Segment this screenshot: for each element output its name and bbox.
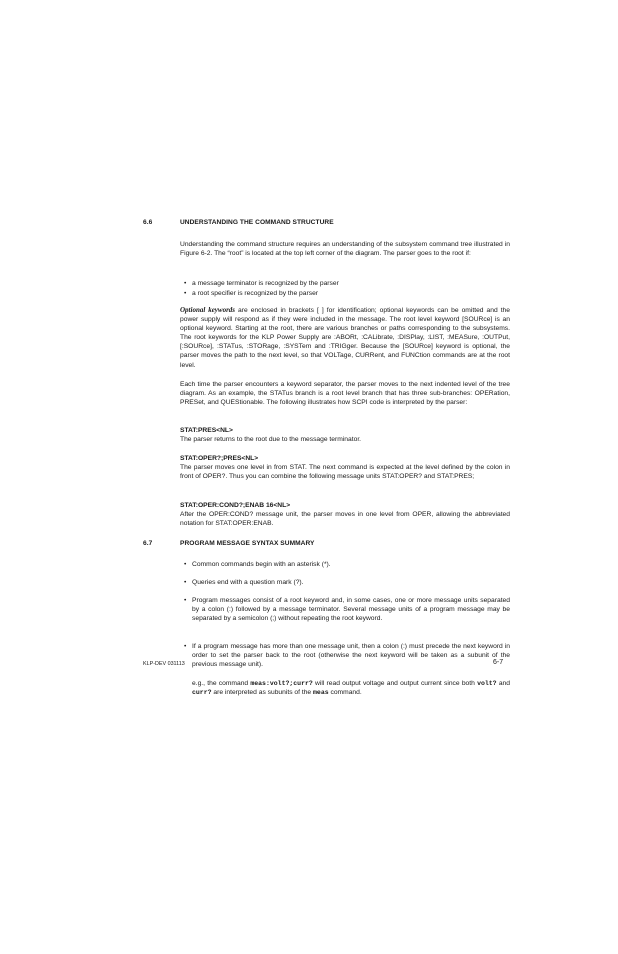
example-description: The parser returns to the root due to the message terminator. <box>180 436 362 443</box>
footer-document-id: KLP-DEV 031113 <box>143 661 185 667</box>
bullet-item <box>184 560 510 569</box>
bullet-glyph: • <box>184 561 187 568</box>
bullet-text: a root specifier is recognized by the parser <box>192 290 319 297</box>
bullet-item <box>184 578 510 587</box>
optional-keywords-paragraph <box>180 306 510 370</box>
bullet-text: Queries end with a question mark (?). <box>192 579 304 586</box>
footer-page-number: 6-7 <box>493 659 504 666</box>
bullet-glyph: • <box>184 597 187 604</box>
bullet-glyph: • <box>184 290 187 297</box>
eg-code: curr? <box>192 689 212 697</box>
optional-keywords-text: are enclosed in brackets [ ] for identification; optional keywords can be omitted and the power supply will respond as if they were included in the message. The root level keyword [SOURce] is an optional keyword. Starting at the root, there are various branches or paths corresponding to the subsystems. The root keywords for the KLP Power Supply are :ABORt, :CALibrate, :DISPlay, :LIST, :MEASure, :OUTPut, [:SOURce], :STATus, :STORage, :SYSTem and :TRIGger. Because the [SOURce] keyword is optional, the parser moves the path to the next level, so that VOLTage, CURRent, and FUNCtion commands are at the root level. <box>180 307 510 369</box>
bullet-item <box>184 289 510 298</box>
bullet-glyph: • <box>184 643 187 650</box>
section-title: PROGRAM MESSAGE SYNTAX SUMMARY <box>180 540 315 547</box>
section-number: 6.6 <box>143 219 153 226</box>
example-command: STAT:PRES<NL> <box>180 427 233 434</box>
bullet-text: Program messages consist of a root keyword and, in some cases, one or more message units separated by a colon (:) followed by a message terminator. Several message units of a program message may be separated by a semicolon (;) without repeating the root keyword. <box>192 597 510 623</box>
eg-code: meas <box>313 689 329 697</box>
eg-code: meas:volt?;curr? <box>250 680 313 687</box>
example-paragraph <box>192 679 510 697</box>
section-number: 6.7 <box>143 540 153 547</box>
bullet-item <box>184 642 510 669</box>
bullet-text: Common commands begin with an asterisk (*). <box>192 561 331 568</box>
section-title: UNDERSTANDING THE COMMAND STRUCTURE <box>180 219 334 226</box>
example-description: After the OPER:COND? message unit, the parser moves in one level from OPER, allowing the abbreviated notation for STAT:OPER:ENAB. <box>180 511 510 528</box>
bullet-glyph: • <box>184 280 187 287</box>
bullet-item <box>184 279 510 288</box>
bullet-item <box>184 596 510 623</box>
intro-paragraph: Understanding the command structure requires an understanding of the subsystem command tree illustrated in Figure 6-2. The “root” is located at the top left corner of the diagram. The parser goes to the root if: <box>180 241 510 258</box>
eg-text: will read output voltage and output current since both <box>312 680 478 687</box>
bullet-glyph: • <box>184 579 187 586</box>
example-command: STAT:OPER:COND?;ENAB 16<NL> <box>180 502 291 509</box>
eg-text: are interpreted as subunits of the <box>211 689 314 697</box>
eg-text: e.g., the command <box>192 680 251 687</box>
bullet-text: a message terminator is recognized by the parser <box>192 280 339 287</box>
separator-paragraph: Each time the parser encounters a keyword separator, the parser moves to the next indented level of the tree diagram. As an example, the STATus branch is a root level branch that has three sub-branches: OPERation, PRESet, and QUEStionable. The following illustrates how SCPI code is interpreted by the parser: <box>180 381 510 407</box>
eg-code: volt? <box>477 680 497 687</box>
example-description: The parser moves one level in from STAT. The next command is expected at the level defined by the colon in front of OPER?. Thus you can combine the following message units STAT:OPER? and STAT:PRES; <box>180 464 510 481</box>
example-command: STAT:OPER?;PRES<NL> <box>180 455 259 462</box>
eg-text: and <box>496 680 510 687</box>
optional-keywords-term: Optional keywords <box>180 306 236 314</box>
bullet-text: If a program message has more than one message unit, then a colon (:) must precede the next keyword in order to set the parser back to the root (otherwise the next keyword will be taken as a subunit of the previous message unit). <box>192 643 510 669</box>
eg-text: command. <box>328 689 362 697</box>
